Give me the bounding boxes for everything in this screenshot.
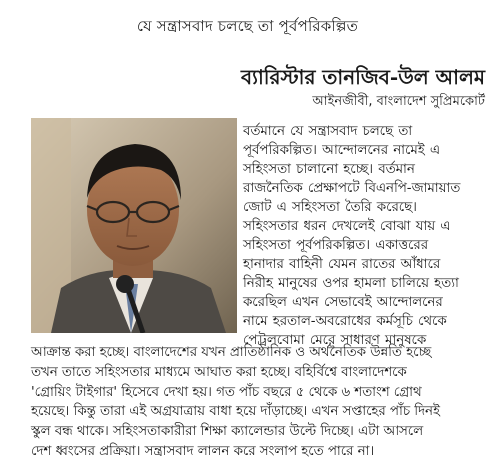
body-line: আক্রান্ত করা হচ্ছে। বাংলাদেশের যখন প্রাতিষ্ঠানিক ও অর্থনৈতিক উন্নতি হচ্ছে bbox=[31, 345, 432, 360]
body-line: সহিংসতার ধরন দেখলেই বোঝা যায় এ bbox=[243, 219, 451, 234]
body-line: করেছিল এখন সেভাবেই আন্দোলনের bbox=[243, 295, 443, 310]
author-photo bbox=[31, 118, 237, 333]
body-line: পেট্রলবোমা মেরে সাধারণ মানুষকে bbox=[243, 333, 427, 348]
body-line: স্কুল বন্ধ থাকে। সহিংসতাকারীরা শিক্ষা ক্যালেন্ডার উল্টে দিচ্ছে। এটা আসলে bbox=[31, 424, 424, 440]
author-role: আইনজীবী, বাংলাদেশ সুপ্রিমকোর্ট bbox=[312, 94, 485, 109]
author-name: ব্যারিস্টার তানজিব-উল আলম bbox=[241, 65, 485, 89]
body-line: পূর্বপরিকল্পিত। আন্দোলনের নামেই এ bbox=[243, 143, 441, 158]
body-line: তখন তাতে সহিংসতার মাধ্যমে আঘাত করা হচ্ছে। বহির্বিশ্বে বাংলাদেশকে bbox=[31, 364, 407, 380]
body-line: জোট এ সহিংসতা তৈরি করেছে। bbox=[243, 200, 417, 215]
body-line: হানাদার বাহিনী যেমন রাতের আঁধারে bbox=[243, 257, 441, 272]
body-line: বর্তমানে যে সন্ত্রাসবাদ চলছে তা bbox=[243, 124, 413, 139]
body-line: নিরীহ মানুষের ওপর হামলা চালিয়ে হত্যা bbox=[243, 276, 459, 291]
article-body-column bbox=[243, 122, 483, 350]
body-line: নামে হরতাল-অবরোধের কর্মসূচি থেকে bbox=[243, 314, 447, 329]
body-line: সহিংসতা পূর্বপরিকল্পিত। একাত্তরের bbox=[243, 238, 429, 253]
body-line: দেশ ধ্বংসের প্রক্রিয়া। সন্ত্রাসবাদ লালন করে সংলাপ হতে পারে না। bbox=[31, 443, 375, 459]
article-body-full-width bbox=[31, 343, 483, 462]
body-line: 'গ্রোয়িং টাইগার' হিসেবে দেখা হয়। গত পাঁচ বছরে ৫ থেকে ৬ শতাংশ গ্রোথ bbox=[31, 384, 422, 400]
body-line: সহিংসতা চালানো হচ্ছে। বর্তমান bbox=[243, 162, 415, 177]
body-line: হয়েছে। কিন্তু তারা এই অগ্রযাত্রায় বাধা হয়ে দাঁড়াচ্ছে। এখন সপ্তাহের পাঁচ দিনই bbox=[31, 404, 440, 420]
body-line: রাজনৈতিক প্রেক্ষাপটে বিএনপি-জামায়াত bbox=[243, 181, 461, 196]
headline: যে সন্ত্রাসবাদ চলছে তা পূর্বপরিকল্পিত bbox=[136, 17, 359, 35]
